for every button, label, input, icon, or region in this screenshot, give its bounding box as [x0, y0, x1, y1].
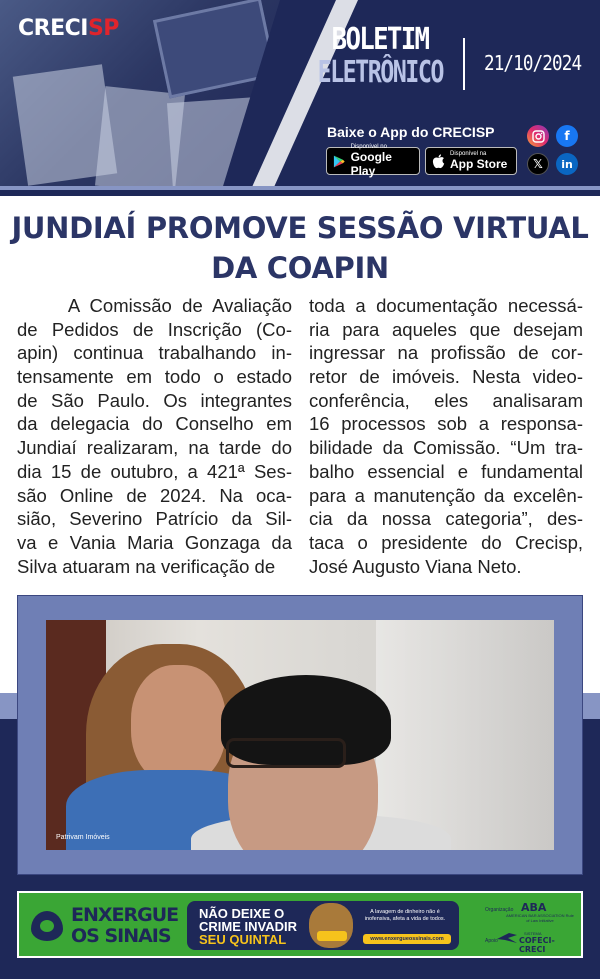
ad-brand: ENXERGUE OS SINAIS	[71, 904, 179, 947]
text-line: sião, Severino Patrício da Sil-	[17, 508, 292, 530]
aba-logo: ABA	[521, 901, 547, 914]
text-line: bilidade da Comissão. “Um tra-	[309, 437, 583, 459]
text-line: de Pedidos de Inscrição (Co-	[17, 318, 292, 340]
article-headline	[0, 208, 600, 288]
cofeci-logo: COFECI-CRECI	[519, 936, 555, 954]
text-line: para a manutenção da excelên-	[309, 484, 583, 506]
photo-caption: Patrivam Imóveis	[56, 834, 110, 841]
boletim-line2: ELETRÔNICO	[317, 55, 443, 90]
text-line: ingressar na profissão de cor-	[309, 342, 583, 364]
text-line: dia 15 de outubro, a 421ª Ses-	[17, 460, 292, 482]
google-play-button[interactable]: Disponível no Google Play	[326, 147, 420, 175]
text-line: conferência, eles analisaram	[309, 389, 583, 411]
linkedin-icon[interactable]: in	[556, 153, 578, 175]
text-line: 16 processos sob a responsa-	[309, 413, 583, 435]
text-line: são Online de 2024. Na oca-	[17, 484, 292, 506]
videoconference-photo	[46, 620, 554, 850]
text-line: balho essencial e fundamental	[309, 460, 583, 482]
boletim-line1: BOLETIM	[331, 22, 429, 57]
support-label: Apoio	[485, 938, 498, 944]
text-line: de São Paulo. Os integrantes	[17, 389, 292, 411]
eye-icon	[31, 911, 63, 941]
ad-website-link[interactable]: www.enxergueossinais.com	[363, 934, 451, 944]
text-line: taca o presidente do Crecisp,	[309, 531, 583, 553]
instagram-icon[interactable]	[527, 125, 549, 147]
ad-blurb: A lavagem de dinheiro não é inofensiva, afeta a vida de todos.	[364, 909, 446, 922]
x-twitter-icon[interactable]: 𝕏	[527, 153, 549, 175]
text-line: ria para aqueles que desejam	[309, 318, 583, 340]
facebook-icon[interactable]: f	[556, 125, 578, 147]
ad-message-box	[187, 901, 459, 950]
text-line: tensamente em todo o estado	[17, 366, 292, 388]
title-divider	[463, 38, 465, 90]
ad-banner[interactable]	[17, 891, 583, 958]
organizer-label: Organização	[485, 907, 514, 913]
app-download-title: Baixe o App do CRECISP	[327, 124, 495, 140]
text-line: A Comissão de Avaliação	[17, 295, 292, 316]
text-line: José Augusto Viana Neto.	[309, 555, 522, 577]
headline-line2: DA COAPIN	[211, 251, 389, 285]
text-line: retor de imóveis. Nesta video-	[309, 366, 583, 388]
app-store-button[interactable]: Disponível na App Store	[425, 147, 517, 175]
text-line: cia da nossa categoria”, des-	[309, 508, 583, 530]
issue-date: 21/10/2024	[484, 51, 582, 75]
text-line: toda a documentação necessá-	[309, 295, 583, 316]
text-line: apin) continua trabalhando in-	[17, 342, 292, 364]
cofeci-bird-icon	[497, 933, 517, 943]
text-line: da delegacia do Conselho em	[17, 413, 292, 435]
mascot-image	[309, 903, 353, 948]
text-line: va e Vania Maria Gonzaga da	[17, 531, 292, 553]
headline-line1: JUNDIAÍ PROMOVE SESSÃO VIRTUAL	[11, 211, 589, 245]
ad-warning: NÃO DEIXE O CRIME INVADIR SEU QUINTAL	[199, 906, 297, 947]
google-play-icon	[333, 154, 346, 169]
aba-subtitle: AMERICAN BAR ASSOCIATION Rule of Law Initiative	[506, 913, 574, 923]
cofeci-sub: SISTEMA	[524, 931, 542, 936]
text-line: Jundiaí realizaram, na tarde do	[17, 437, 292, 459]
header-banner	[0, 0, 600, 196]
text-line: Silva atuaram na verificação de	[17, 555, 276, 577]
article-column-right	[309, 294, 583, 578]
article-column-left	[17, 294, 292, 578]
crecisp-logo[interactable]: CRECISP	[18, 16, 119, 41]
boletim-title	[300, 22, 460, 90]
apple-icon	[432, 154, 445, 169]
